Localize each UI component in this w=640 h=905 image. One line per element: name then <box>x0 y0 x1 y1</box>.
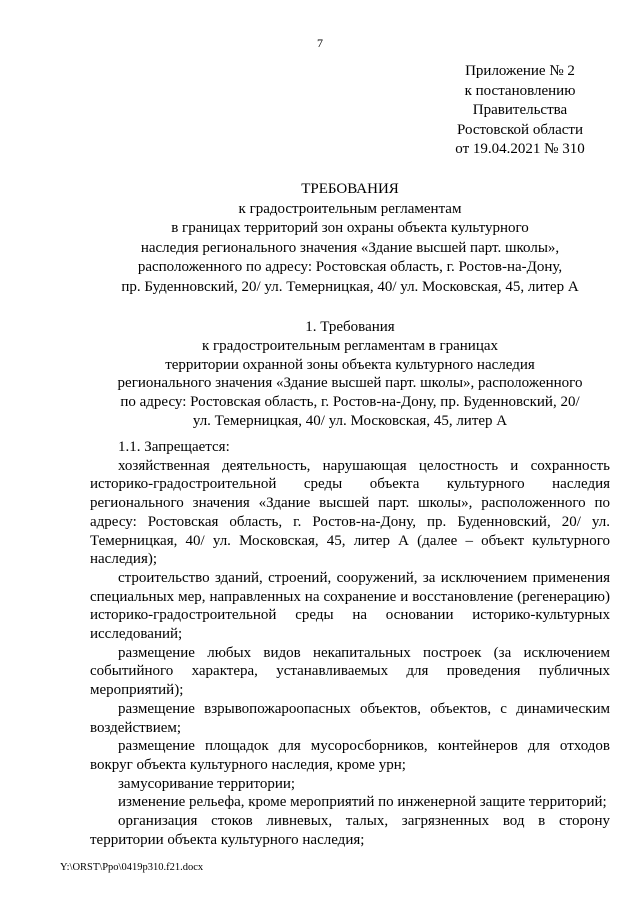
clause-heading: 1.1. Запрещается: <box>118 439 230 455</box>
list-item: изменение рельефа, кроме мероприятий по инженерной защите территорий; <box>118 794 607 811</box>
appendix-line: от 19.04.2021 № 310 <box>455 141 585 157</box>
body-text <box>90 438 610 849</box>
title-line: в границах территорий зон охраны объекта культурного <box>171 220 529 236</box>
list-item: размещение любых видов некапитальных построек (за исключением событийного характера, устанавливаемых для проведения публичных мероприятий); <box>90 644 610 699</box>
section-heading-line: территории охранной зоны объекта культурного наследия <box>165 356 535 373</box>
section-heading <box>80 318 620 431</box>
title-line: наследия регионального значения «Здание высшей парт. школы», <box>140 239 560 256</box>
page-number: 7 <box>317 36 323 50</box>
document-title <box>60 180 640 297</box>
appendix-line: Правительства <box>472 102 568 118</box>
footer-file-path: Y:\ORST\Ppo\0419p310.f21.docx <box>60 862 204 873</box>
title-line: ТРЕБОВАНИЯ <box>301 181 399 197</box>
appendix-line: Ростовской области <box>457 121 583 138</box>
list-item: размещение взрывопожароопасных объектов, объектов, с динамическим воздействием; <box>90 700 610 736</box>
list-item: замусоривание территории; <box>118 775 296 792</box>
title-line: расположенного по адресу: Ростовская область, г. Ростов-на-Дону, <box>137 259 563 275</box>
list-item: хозяйственная деятельность, нарушающая целостность и сохранность историко-градостроительной среды объекта культурного наследия регионального значения «Здание высшей парт. школы», расположенного по адресу: Ростовская область, г. Ростов-на-Дону, пр. Буденновский, 20/ ул. Темерницкая, 40/ ул. Московская, 45, литер А (далее – объект культурного наследия); <box>90 457 610 568</box>
section-heading-line: регионального значения «Здание высшей парт. школы», расположенного <box>117 375 583 392</box>
title-line: к градостроительным регламентам <box>238 200 462 217</box>
appendix-header <box>440 62 600 160</box>
list-item: организация стоков ливневых, талых, загрязненных вод в сторону территории объекта культурного наследия; <box>90 813 610 848</box>
section-heading-line: 1. Требования <box>305 319 395 335</box>
section-heading-line: ул. Темерницкая, 40/ ул. Московская, 45, литер А <box>192 412 508 429</box>
section-heading-line: к градостроительным регламентам в границах <box>201 337 499 354</box>
list-item: строительство зданий, строений, сооружений, за исключением применения специальных мер, направленных на сохранение и восстановление (регенерацию) историко-градостроительной среды на основании историко-культурных исследований; <box>90 569 610 643</box>
appendix-line: к постановлению <box>464 82 576 99</box>
title-line: пр. Буденновский, 20/ ул. Темерницкая, 40/ ул. Московская, 45, литер А <box>121 278 579 295</box>
appendix-line: Приложение № 2 <box>465 63 575 79</box>
list-item: размещение площадок для мусоросборников, контейнеров для отходов вокруг объекта культурного наследия, кроме урн; <box>90 738 610 773</box>
section-heading-line: по адресу: Ростовская область, г. Ростов-на-Дону, пр. Буденновский, 20/ <box>120 394 580 411</box>
